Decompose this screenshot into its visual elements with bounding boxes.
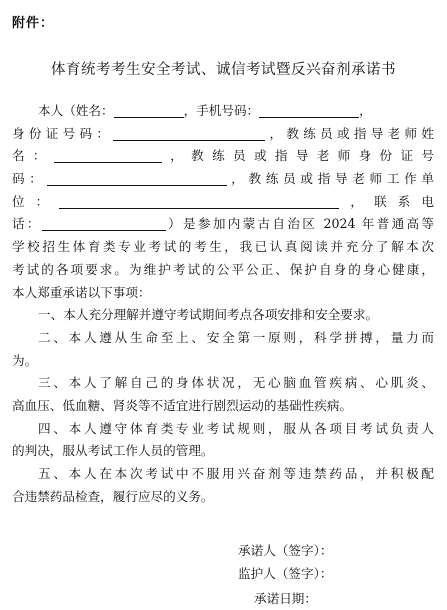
id-blank[interactable] bbox=[113, 125, 265, 141]
intro-line-2: 考试的各项要求。为维护考试的公平公正、保护自身的身心健康， bbox=[12, 261, 434, 277]
item-1: 一、本人充分理解并遵守考试期间考点各项安排和安全要求。 bbox=[38, 307, 379, 323]
contact-blank[interactable] bbox=[42, 215, 166, 231]
phone-blank[interactable] bbox=[259, 102, 359, 118]
coach-id-label-b: 码： bbox=[12, 171, 47, 187]
item-5-line-1: 五、本人在本次考试中不服用兴奋剂等违禁药品，并积极配 bbox=[38, 466, 434, 481]
attachment-label: 附件： bbox=[12, 16, 55, 31]
commitment-date-label: 承诺日期： bbox=[254, 591, 317, 606]
coach-name-line bbox=[12, 145, 434, 168]
document-title: 体育统考考生安全考试、诚信考试暨反兴奋剂承诺书 bbox=[51, 62, 396, 78]
id-label: 身份证号码： bbox=[12, 125, 114, 141]
coach-id-label-a: ，教练员或指导老师身份证号 bbox=[161, 148, 434, 164]
coach-unit-label-b: 位： bbox=[12, 193, 60, 209]
name-phone-line bbox=[12, 100, 434, 123]
phone-comma: ， bbox=[359, 103, 372, 118]
contact-label-b: 话： bbox=[12, 216, 42, 232]
coach-id-blank[interactable] bbox=[47, 170, 227, 186]
coach-name-blank[interactable] bbox=[54, 147, 162, 163]
coach-id-line bbox=[12, 168, 434, 191]
contact-label-a: ，联系电 bbox=[339, 193, 434, 209]
coach-name-label-a: ，教练员或指导老师姓 bbox=[265, 125, 434, 141]
item-4-line-2: 的判决，服从考试工作人员的管理。 bbox=[12, 443, 214, 459]
document-body bbox=[12, 100, 434, 508]
id-line bbox=[12, 123, 434, 146]
phone-label: ，手机号码： bbox=[183, 103, 260, 118]
coach-unit-label-a: ，教练员或指导老师工作单 bbox=[226, 171, 434, 187]
item-3-line-1: 三、本人了解自己的身体状况，无心脑血管疾病、心肌炎、 bbox=[38, 375, 434, 391]
promisor-signature-label: 承诺人（签字）： bbox=[238, 543, 333, 558]
name-blank[interactable] bbox=[114, 102, 184, 118]
item-3-line-2: 高血压、低血糖、肾炎等不适宜进行剧烈运动的基础性疾病。 bbox=[12, 397, 353, 413]
coach-unit-blank[interactable] bbox=[59, 193, 339, 209]
intro-line-1: 学校招生体育类专业考试的考生，我已认真阅读并充分了解本次 bbox=[12, 239, 434, 255]
guardian-signature-label: 监护人（签字）： bbox=[238, 566, 333, 581]
coach-unit-line bbox=[12, 191, 434, 214]
item-2-line-1: 二、本人遵从生命至上、安全第一原则，科学拼搏，量力而 bbox=[38, 329, 434, 345]
item-4-line-1: 四、本人遵守体育类专业考试规则，服从各项目考试负责人 bbox=[38, 420, 434, 436]
coach-name-label-b: 名： bbox=[12, 148, 54, 164]
intro-line-3: 本人郑重承诺以下事项： bbox=[12, 284, 151, 300]
contact-line bbox=[12, 213, 434, 236]
item-5-line-2: 合违禁药品检查，履行应尽的义务。 bbox=[12, 488, 214, 504]
name-label: 本人（姓名： bbox=[38, 103, 114, 118]
declaration-tail: ）是参加内蒙古自治区 2024 年普通高等 bbox=[165, 216, 434, 232]
item-2-line-2: 为。 bbox=[12, 352, 38, 368]
